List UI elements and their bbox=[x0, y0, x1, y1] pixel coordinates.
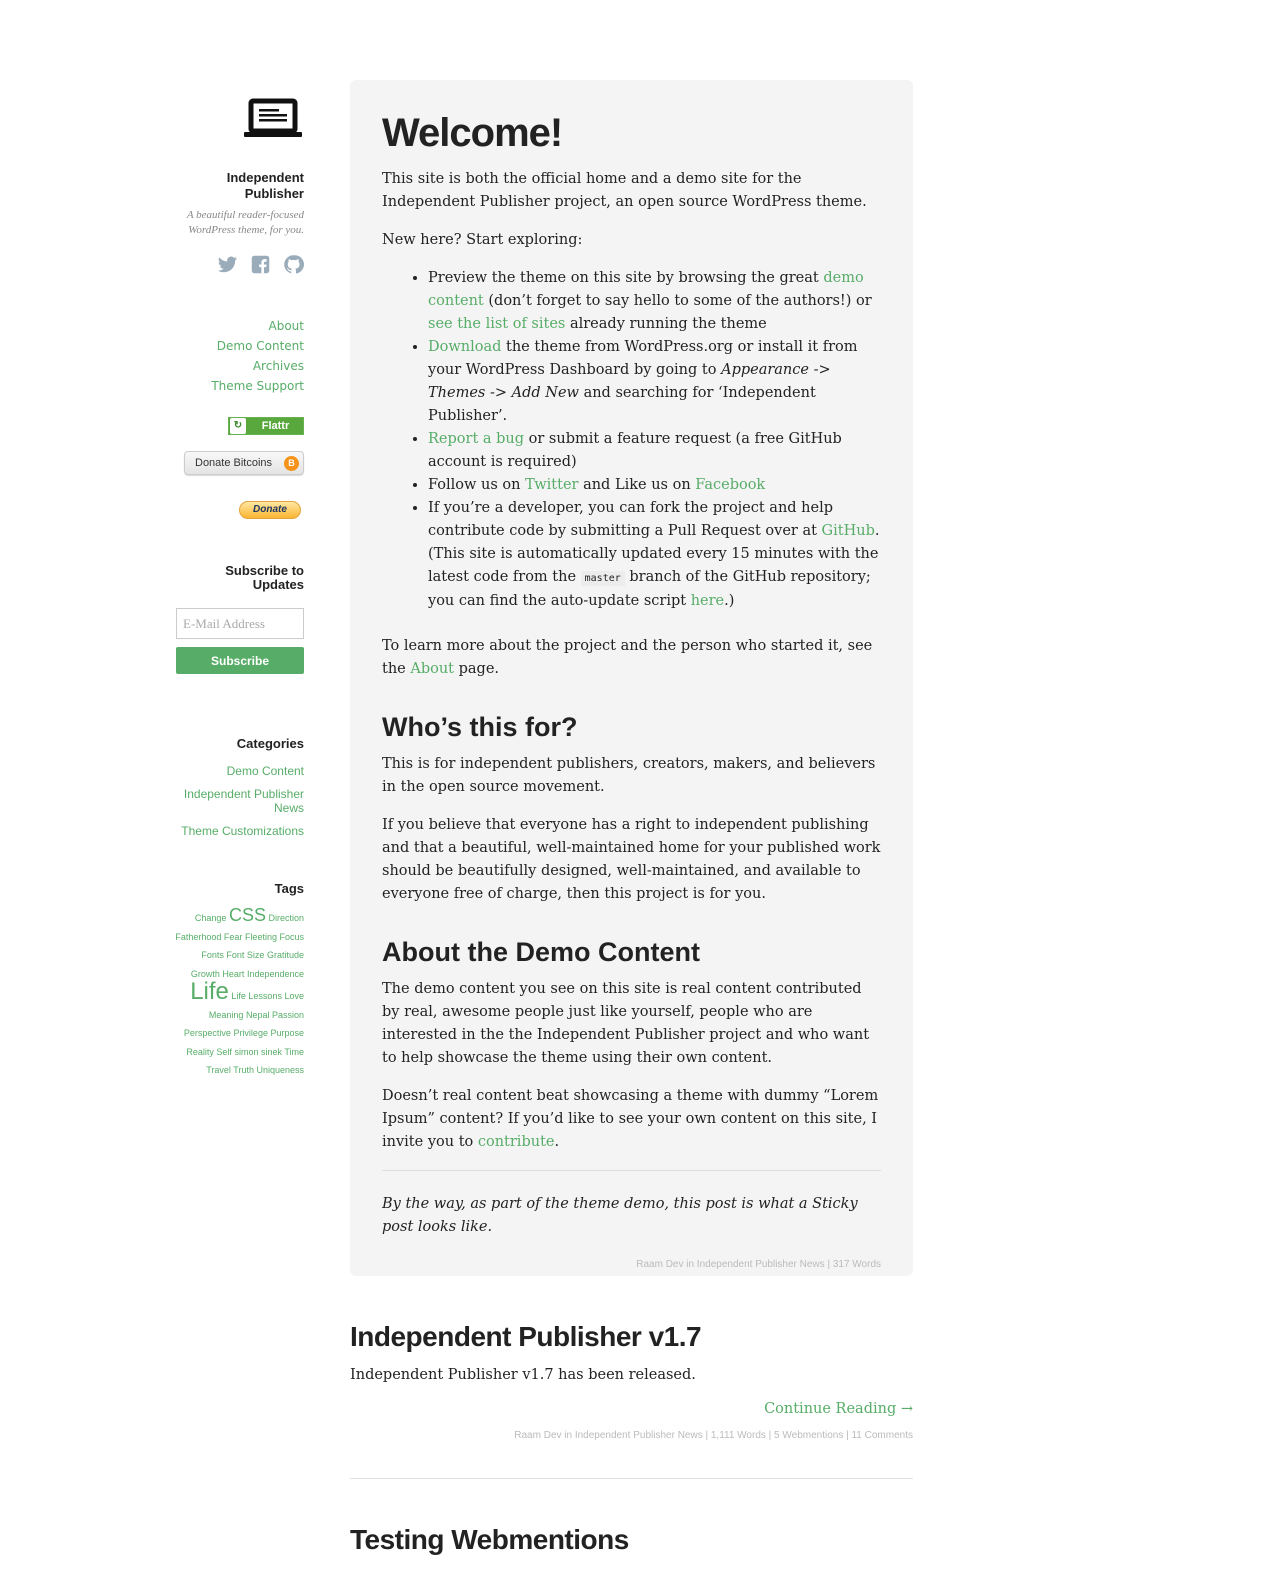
post-title[interactable]: Welcome! bbox=[382, 111, 563, 155]
tag-link[interactable]: Independence bbox=[246, 968, 304, 979]
list-item: • If you’re a developer, you can fork the project and help contribute code by submitting a Pull Request over at GitHub. (This site is automatically updated every 15 minutes with the latest code from the master branch of the GitHub repository; you can find the auto-update script here.) bbox=[428, 497, 881, 613]
tag-link[interactable]: Fonts bbox=[201, 950, 224, 960]
script-link[interactable]: here bbox=[690, 593, 725, 609]
tag-link[interactable]: Heart bbox=[222, 968, 245, 979]
github-link[interactable]: GitHub bbox=[821, 523, 875, 539]
tag-link[interactable]: Change bbox=[194, 913, 227, 923]
subscribe-button[interactable]: Subscribe bbox=[176, 647, 304, 674]
twitter-link[interactable]: Twitter bbox=[525, 477, 579, 493]
post-entry bbox=[350, 1321, 913, 1441]
paypal-donate-button[interactable]: Donate bbox=[239, 501, 301, 519]
tag-link[interactable]: Gratitude bbox=[266, 950, 304, 960]
tag-link[interactable]: Fleeting bbox=[244, 931, 277, 942]
paragraph: If you believe that everyone has a right to independent publishing and that a beautiful, well-maintained home for your published work should be beautifully designed, well-maintained, and available to everyone free of charge, then this project is for you. bbox=[382, 817, 881, 902]
post-excerpt: Independent Publisher v1.7 has been released. bbox=[350, 1367, 696, 1383]
sticky-post bbox=[350, 80, 913, 1276]
post-content bbox=[382, 168, 881, 1239]
nav-archives[interactable]: Archives bbox=[252, 359, 304, 373]
laptop-logo-icon[interactable] bbox=[242, 96, 304, 142]
tag-link[interactable]: Direction bbox=[268, 913, 304, 923]
continue-reading-link[interactable]: Continue Reading → bbox=[764, 1401, 913, 1417]
category-item[interactable]: Independent Publisher News bbox=[183, 786, 304, 815]
facebook-icon[interactable] bbox=[250, 254, 271, 275]
paragraph: This site is both the official home and a demo site for the Independent Publisher project, an open source WordPress theme. bbox=[382, 171, 867, 210]
explore-list bbox=[382, 267, 881, 613]
nav-demo-content[interactable]: Demo Content bbox=[216, 339, 304, 353]
contribute-link[interactable]: contribute bbox=[477, 1134, 555, 1150]
tag-link[interactable]: CSS bbox=[228, 905, 266, 925]
demo-content-link[interactable]: demo content bbox=[428, 270, 864, 309]
tag-link[interactable]: Travel bbox=[206, 1065, 231, 1075]
tag-link[interactable]: Perspective bbox=[183, 1028, 231, 1038]
sticky-note: By the way, as part of the theme demo, this post is what a Sticky post looks like. bbox=[382, 1196, 858, 1235]
flattr-button[interactable]: ↻ Flattr bbox=[228, 417, 304, 435]
tag-link[interactable]: Font Size bbox=[226, 950, 265, 960]
tags-title: Tags bbox=[274, 881, 304, 896]
tag-link[interactable]: Life bbox=[190, 978, 229, 1005]
tag-link[interactable]: Nepal bbox=[245, 1009, 270, 1020]
list-item: • Download the theme from WordPress.org or install it from your WordPress Dashboard by going to Appearance -> Themes -> Add New and searching for ‘Independent Publisher’. bbox=[428, 336, 881, 428]
post-entry bbox=[350, 1524, 913, 1556]
tag-link[interactable]: Focus bbox=[279, 931, 304, 942]
paragraph: The demo content you see on this site is real content contributed by real, awesome people just like yourself, people who are interested in the the Independent Publisher project and who want to help showcase the theme using their own content. bbox=[382, 981, 870, 1066]
paragraph: To learn more about the project and the person who started it, see the About page. bbox=[382, 638, 873, 677]
github-icon[interactable] bbox=[283, 254, 304, 275]
tag-link[interactable]: Love bbox=[284, 991, 304, 1001]
tag-cloud bbox=[172, 906, 304, 1080]
download-link[interactable]: Download bbox=[428, 339, 502, 355]
tag-link[interactable]: Self bbox=[216, 1046, 232, 1057]
about-link[interactable]: About bbox=[410, 661, 455, 677]
code-snippet: master bbox=[581, 571, 625, 586]
divider bbox=[382, 1170, 881, 1171]
social-links bbox=[172, 254, 304, 275]
subscribe-title: Subscribe to Updates bbox=[225, 563, 304, 592]
category-item[interactable]: Theme Customizations bbox=[181, 823, 304, 838]
paragraph: This is for independent publishers, creators, makers, and believers in the open source movement. bbox=[382, 756, 876, 795]
tag-link[interactable]: Purpose bbox=[270, 1028, 304, 1038]
report-bug-link[interactable]: Report a bug bbox=[428, 431, 525, 447]
site-title[interactable]: Independent Publisher bbox=[226, 170, 304, 201]
section-heading: About the Demo Content bbox=[382, 937, 700, 967]
tag-link[interactable]: Passion bbox=[271, 1009, 304, 1020]
tag-link[interactable]: Truth bbox=[233, 1065, 254, 1075]
section-heading: Who’s this for? bbox=[382, 712, 578, 742]
post-title[interactable]: Testing Webmentions bbox=[350, 1524, 629, 1555]
list-item: • Preview the theme on this site by browsing the great demo content (don’t forget to say hello to some of the authors!) or see the list of sites already running the theme bbox=[428, 267, 881, 336]
tag-link[interactable]: Time bbox=[284, 1046, 304, 1057]
sites-list-link[interactable]: see the list of sites bbox=[428, 316, 566, 332]
tag-link[interactable]: Privilege bbox=[233, 1028, 268, 1038]
bitcoin-icon: B bbox=[284, 456, 299, 471]
main-navigation bbox=[172, 316, 304, 396]
paragraph: New here? Start exploring: bbox=[382, 232, 583, 248]
nav-about[interactable]: About bbox=[268, 319, 304, 333]
donate-bitcoins-button[interactable]: Donate Bitcoins B bbox=[184, 451, 304, 475]
category-item[interactable]: Demo Content bbox=[226, 764, 304, 778]
tag-link[interactable]: Reality bbox=[186, 1046, 214, 1057]
flattr-icon: ↻ bbox=[230, 418, 246, 434]
tag-link[interactable]: simon sinek bbox=[234, 1046, 282, 1057]
sidebar bbox=[172, 96, 304, 1080]
tag-link[interactable]: Uniqueness bbox=[256, 1065, 304, 1075]
nav-theme-support[interactable]: Theme Support bbox=[211, 379, 304, 393]
categories-title: Categories bbox=[236, 736, 304, 751]
tag-link[interactable]: Growth bbox=[190, 968, 220, 979]
list-item: • Report a bug or submit a feature request (a free GitHub account is required) bbox=[428, 428, 881, 474]
email-input[interactable] bbox=[176, 608, 304, 639]
paragraph: Doesn’t real content beat showcasing a theme with dummy “Lorem Ipsum” content? If you’d like to see your own content on this site, I invite you to contribute. bbox=[382, 1088, 879, 1150]
tag-link[interactable]: Fear bbox=[223, 931, 243, 942]
post-divider bbox=[350, 1478, 913, 1479]
post-meta[interactable]: Raam Dev in Independent Publisher News | 317 Words bbox=[636, 1259, 881, 1270]
twitter-icon[interactable] bbox=[217, 254, 238, 275]
post-title[interactable]: Independent Publisher v1.7 bbox=[350, 1321, 702, 1352]
facebook-link[interactable]: Facebook bbox=[695, 477, 766, 493]
post-meta[interactable]: Raam Dev in Independent Publisher News | 1,111 Words | 5 Webmentions | 11 Comments bbox=[514, 1430, 913, 1441]
categories-list bbox=[172, 764, 304, 838]
tag-link[interactable]: Fatherhood bbox=[175, 931, 222, 942]
site-description: A beautiful reader-focused WordPress theme, for you. bbox=[186, 209, 304, 236]
list-item: • Follow us on Twitter and Like us on Facebook bbox=[428, 474, 881, 497]
tag-link[interactable]: Life Lessons bbox=[231, 991, 282, 1001]
tag-link[interactable]: Meaning bbox=[208, 1009, 244, 1020]
